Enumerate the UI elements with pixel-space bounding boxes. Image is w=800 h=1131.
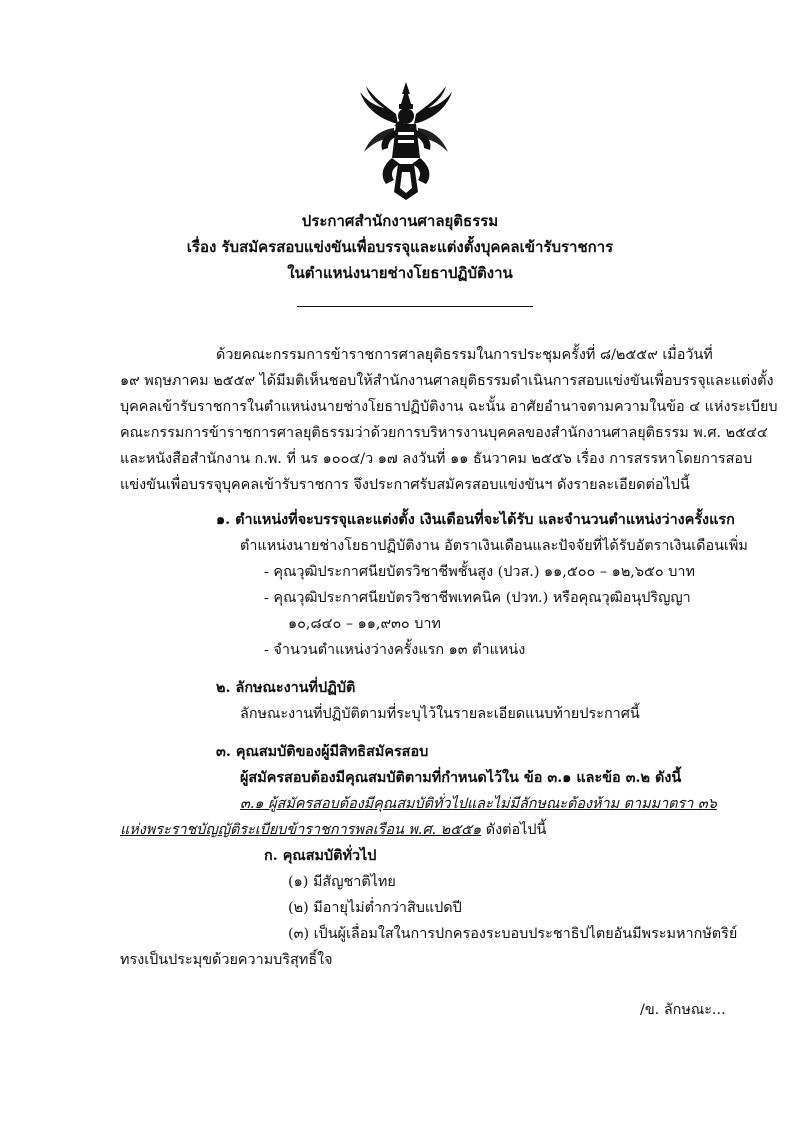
intro-line: ๑๙ พฤษภาคม ๒๕๕๙ ได้มีมติเห็นชอบให้สำนักงานศาลยุติธรรมดำเนินการสอบแข่งขันเพื่อบรรจุและแต่งตั้ง [120, 373, 774, 389]
qualification-item: (๒) มีอายุไม่ต่ำกว่าสิบแปดปี [288, 900, 462, 916]
section-3-1-text: ๓.๑ ผู้สมัครสอบต้องมีคุณสมบัติทั่วไปและไม่มีลักษณะต้องห้าม ตามมาตรา ๓๖ [240, 796, 717, 812]
announcement-subject: เรื่อง รับสมัครสอบแข่งขันเพื่อบรรจุและแต่งตั้งบุคคลเข้ารับราชการ [186, 238, 614, 256]
section-3-subheading: ผู้สมัครสอบต้องมีคุณสมบัติตามที่กำหนดไว้ใน ข้อ ๓.๑ และข้อ ๓.๒ ดังนี้ [240, 769, 682, 786]
section-1-heading: ๑. ตำแหน่งที่จะบรรจุและแต่งตั้ง เงินเดือนที่จะได้รับ และจำนวนตำแหน่งว่างครั้งแรก [216, 511, 735, 528]
section-2-heading: ๒. ลักษณะงานที่ปฏิบัติ [216, 679, 356, 696]
salary-item: - คุณวุฒิประกาศนียบัตรวิชาชีพเทคนิค (ปวท.) หรือคุณวุฒิอนุปริญญา [264, 590, 691, 606]
vacancy-count: - จำนวนตำแหน่งว่างครั้งแรก ๑๓ ตำแหน่ง [264, 642, 526, 658]
intro-line: แข่งขันเพื่อบรรจุบุคคลเข้ารับราชการ จึงประกาศรับสมัครสอบแข่งขันฯ ดังรายละเอียดต่อไปนี้ [120, 477, 690, 493]
intro-line: และหนังสือสำนักงาน ก.พ. ที่ นร ๑๐๐๔/ว ๑๗ ลงวันที่ ๑๑ ธันวาคม ๒๕๕๖ เรื่อง การสรรหาโดยการสอบ [120, 451, 753, 467]
intro-line: บุคคลเข้ารับราชการในตำแหน่งนายช่างโยธาปฏิบัติงาน ฉะนั้น อาศัยอำนาจตามความในข้อ ๔ แห่งระเบียบ [120, 399, 778, 415]
section-3-1-tail: ดังต่อไปนี้ [481, 822, 547, 838]
section-1-text: ตำแหน่งนายช่างโยธาปฏิบัติงาน อัตราเงินเดือนและปัจจัยที่ได้รับอัตราเงินเดือนเพิ่ม [240, 538, 748, 554]
garuda-emblem-icon [358, 80, 454, 202]
general-qualifications-heading: ก. คุณสมบัติทั่วไป [264, 847, 377, 864]
act-reference: แห่งพระราชบัญญัติระเบียบข้าราชการพลเรือน พ.ศ. ๒๕๕๑ [120, 822, 482, 838]
title-divider [297, 306, 533, 307]
qualification-item: (๑) มีสัญชาติไทย [288, 874, 396, 890]
section-2-text: ลักษณะงานที่ปฏิบัติตามที่ระบุไว้ในรายละเอียดแนบท้ายประกาศนี้ [240, 706, 640, 722]
salary-item: - คุณวุฒิประกาศนียบัตรวิชาชีพชั้นสูง (ปวส.) ๑๑,๕๐๐ – ๑๒,๖๕๐ บาท [264, 564, 695, 580]
qualification-item-continued: ทรงเป็นประมุขด้วยความบริสุทธิ์ใจ [120, 952, 333, 968]
continuation-marker: /ข. ลักษณะ... [640, 1002, 726, 1018]
intro-line: คณะกรรมการข้าราชการศาลยุติธรรมว่าด้วยการบริหารงานบุคคลของสำนักงานศาลยุติธรรม พ.ศ. ๒๕๔๔ [120, 425, 768, 441]
intro-line: ด้วยคณะกรรมการข้าราชการศาลยุติธรรมในการประชุมครั้งที่ ๘/๒๕๕๙ เมื่อวันที่ [216, 347, 713, 363]
section-3-1-continued [120, 820, 546, 840]
announcement-title: ประกาศสำนักงานศาลยุติธรรม [301, 212, 499, 230]
qualification-item: (๓) เป็นผู้เลื่อมใสในการปกครองระบอบประชาธิปไตยอันมีพระมหากษัตริย์ [288, 926, 738, 942]
announcement-position: ในตำแหน่งนายช่างโยธาปฏิบัติงาน [287, 264, 513, 282]
section-3-heading: ๓. คุณสมบัติของผู้มีสิทธิสมัครสอบ [216, 743, 429, 760]
salary-item-continued: ๑๐,๘๔๐ – ๑๑,๙๓๐ บาท [288, 616, 441, 632]
